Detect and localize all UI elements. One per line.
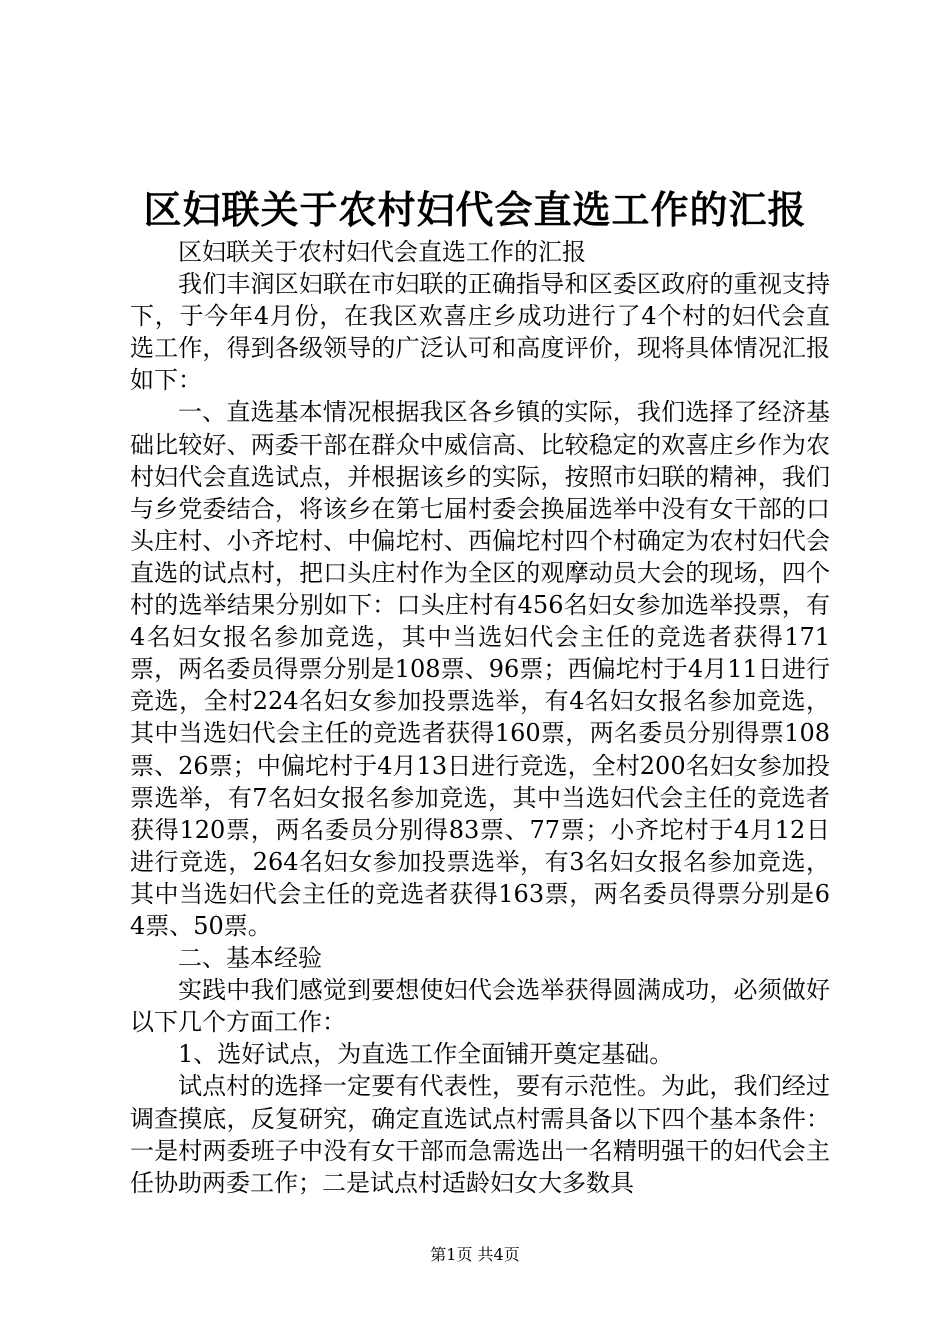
paragraph-experience-intro: 实践中我们感觉到要想使妇代会选举获得圆满成功，必须做好以下几个方面工作： [130, 976, 830, 1037]
document-body [130, 236, 830, 1199]
document-title: 区妇联关于农村妇代会直选工作的汇报 [143, 187, 807, 232]
page-footer: 第1页 共4页 [430, 1245, 520, 1264]
paragraph-intro: 我们丰润区妇联在市妇联的正确指导和区委区政府的重视支持下，于今年4月份，在我区欢喜庄乡成功进行了4个村的妇代会直选工作，得到各级领导的广泛认可和高度评价，现将具体情况汇报如下： [130, 270, 830, 395]
paragraph-point-one-detail: 试点村的选择一定要有代表性，要有示范性。为此，我们经过调查摸底，反复研究，确定直选试点村需具备以下四个基本条件：一是村两委班子中没有女干部而急需选出一名精明强干的妇代会主任协助两委工作；二是试点村适龄妇女大多数具 [130, 1072, 830, 1197]
paragraph-point-one: 1、选好试点，为直选工作全面铺开奠定基础。 [178, 1040, 674, 1069]
paragraph-section-two-heading: 二、基本经验 [178, 944, 322, 973]
paragraph-section-one: 一、直选基本情况根据我区各乡镇的实际，我们选择了经济基础比较好、两委干部在群众中威信高、比较稳定的欢喜庄乡作为农村妇代会直选试点，并根据该乡的实际，按照市妇联的精神，我们与乡党委结合，将该乡在第七届村委会换届选举中没有女干部的口头庄村、小齐坨村、中偏坨村、西偏坨村四个村确定为农村妇代会直选的试点村，把口头庄村作为全区的观摩动员大会的现场，四个村的选举结果分别如下：口头庄村有456名妇女参加选举投票，有4名妇女报名参加竞选，其中当选妇代会主任的竞选者获得171票，两名委员得票分别是108票、96票；西偏坨村于4月11日进行竞选，全村224名妇女参加投票选举，有4名妇女报名参加竞选，其中当选妇代会主任的竞选者获得160票，两名委员分别得票108票、26票；中偏坨村于4月13日进行竞选，全村200名妇女参加投票选举，有7名妇女报名参加竞选，其中当选妇代会主任的竞选者获得120票，两名委员分别得83票、77票；小齐坨村于4月12日进行竞选，264名妇女参加投票选举，有3名妇女报名参加竞选，其中当选妇代会主任的竞选者获得163票，两名委员得票分别是64票、50票。 [130, 398, 830, 940]
paragraph-subtitle: 区妇联关于农村妇代会直选工作的汇报 [178, 238, 586, 266]
